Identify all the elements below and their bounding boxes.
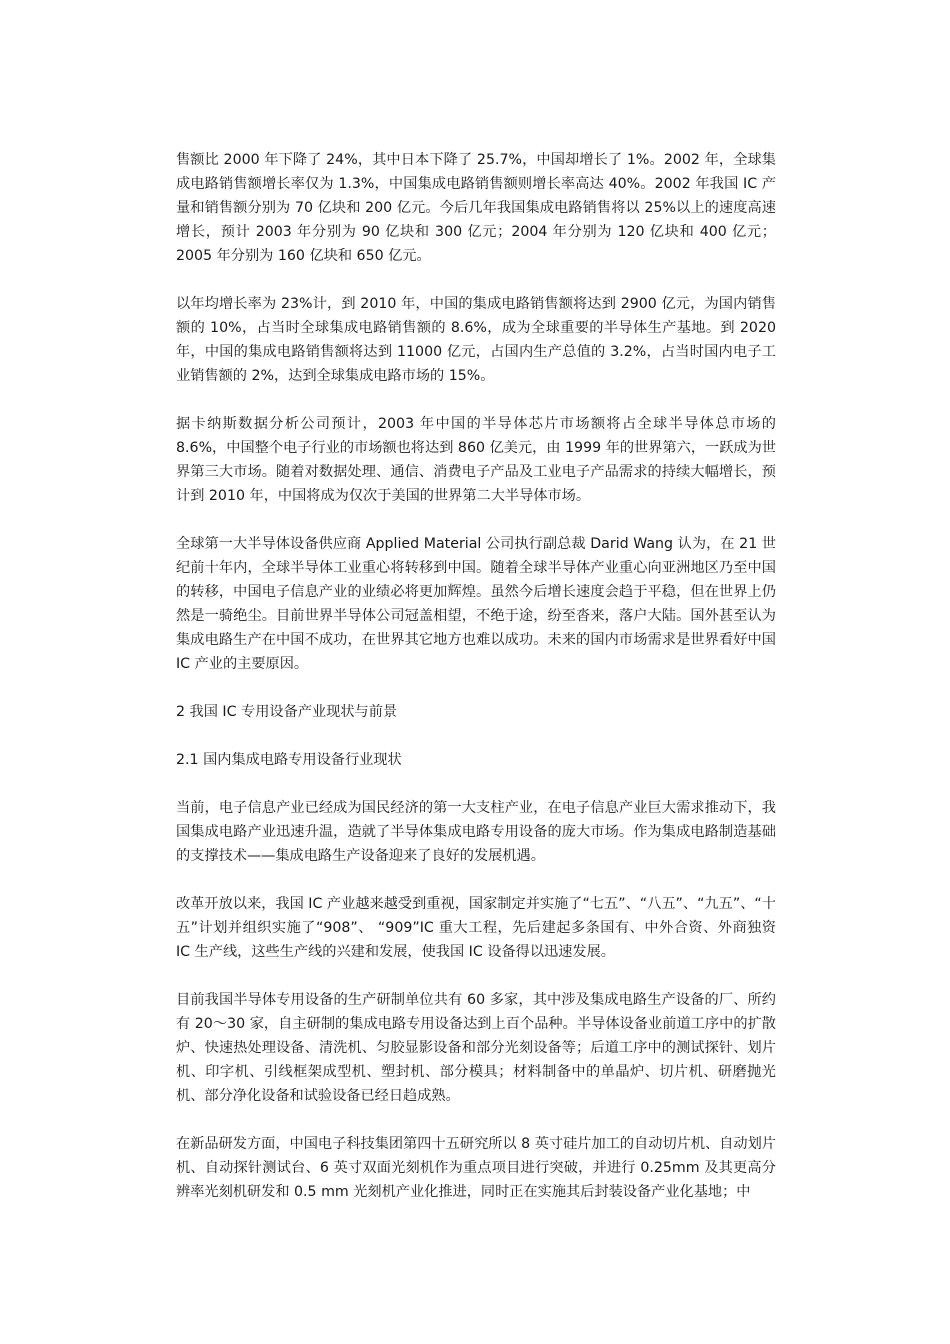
paragraph-reform-opening: 改革开放以来，我国 IC 产业越来越受到重视，国家制定并实施了“七五”、“八五”、“九五”、“十五”计划并组织实施了“908”、 “909”IC 重大工程，先后建起多条国有、中外合资、外商独资 IC 生产线，这些生产线的兴建和发展，使我国 IC 设备得以迅速发展。 — [176, 896, 776, 960]
section-heading-2-1: 2.1 国内集成电路专用设备行业现状 — [176, 752, 402, 768]
paragraph-industry-shift: 全球第一大半导体设备供应商 Applied Material 公司执行副总裁 Darid Wang 认为，在 21 世纪前十年内，全球半导体工业重心将转移到中国。随着全球半导体产业重心向亚洲地区乃至中国的转移，中国电子信息产业的业绩必将更加辉煌。虽然今后增长速度会趋于平稳，但在世界上仍然是一骑绝尘。目前世界半导体公司冠盖相望，不绝于途，纷至沓来，落户大陆。国外甚至认为集成电路生产在中国不成功，在世界其它地方也难以成功。未来的国内市场需求是世界看好中国 IC 产业的主要原因。 — [176, 536, 776, 672]
paragraph-ic-sales-growth: 售额比 2000 年下降了 24%，其中日本下降了 25.7%，中国却增长了 1%。2002 年，全球集成电路销售额增长率仅为 1.3%，中国集成电路销售额则增长率高达 40%。2002 年我国 IC 产量和销售额分别为 70 亿块和 200 亿元。今后几年我国集成电路销售将以 25%以上的速度高速增长，预计 2003 年分别为 90 亿块和 300 亿元；2004 年分别为 120 亿块和 400 亿元；2005 年分别为 160 亿块和 650 亿元。 — [176, 152, 776, 264]
section-heading-2: 2 我国 IC 专用设备产业现状与前景 — [176, 704, 398, 720]
paragraph-2010-2020-forecast: 以年均增长率为 23%计，到 2010 年，中国的集成电路销售额将达到 2900 亿元，为国内销售额的 10%，占当时全球集成电路销售额的 8.6%，成为全球重要的半导体生产基地。到 2020 年，中国的集成电路销售额将达到 11000 亿元，占国内生产总值的 3.2%，占当时国内电子工业销售额的 2%，达到全球集成电路市场的 15%。 — [176, 296, 776, 384]
paragraph-new-product-rd: 在新品研发方面，中国电子科技集团第四十五研究所以 8 英寸硅片加工的自动切片机、自动划片机、自动探针测试台、6 英寸双面光刻机作为重点项目进行突破，并进行 0.25mm 及其更高分辨率光刻机研发和 0.5 mm 光刻机产业化推进，同时正在实施其后封装设备产业化基地；中 — [176, 1136, 776, 1200]
paragraph-current-status: 当前，电子信息产业已经成为国民经济的第一大支柱产业，在电子信息产业巨大需求推动下，我国集成电路产业迅速升温，造就了半导体集成电路专用设备的庞大市场。作为集成电路制造基础的支撑技术——集成电路生产设备迎来了良好的发展机遇。 — [176, 800, 776, 864]
paragraph-market-share-forecast: 据卡纳斯数据分析公司预计，2003 年中国的半导体芯片市场额将占全球半导体总市场的 8.6%，中国整个电子行业的市场额也将达到 860 亿美元，由 1999 年的世界第六，一跃成为世界第三大市场。随着对数据处理、通信、消费电子产品及工业电子产品需求的持续大幅增长，预计到 2010 年，中国将成为仅次于美国的世界第二大半导体市场。 — [176, 416, 776, 504]
paragraph-equipment-makers: 目前我国半导体专用设备的生产研制单位共有 60 多家，其中涉及集成电路生产设备的厂、所约有 20～30 家，自主研制的集成电路专用设备达到上百个品种。半导体设备业前道工序中的扩散炉、快速热处理设备、清洗机、匀胶显影设备和部分光刻设备等；后道工序中的测试探针、划片机、印字机、引线框架成型机、塑封机、部分模具；材料制备中的单晶炉、切片机、研磨抛光机、部分净化设备和试验设备已经日趋成熟。 — [176, 992, 776, 1104]
document-page — [176, 148, 776, 1228]
